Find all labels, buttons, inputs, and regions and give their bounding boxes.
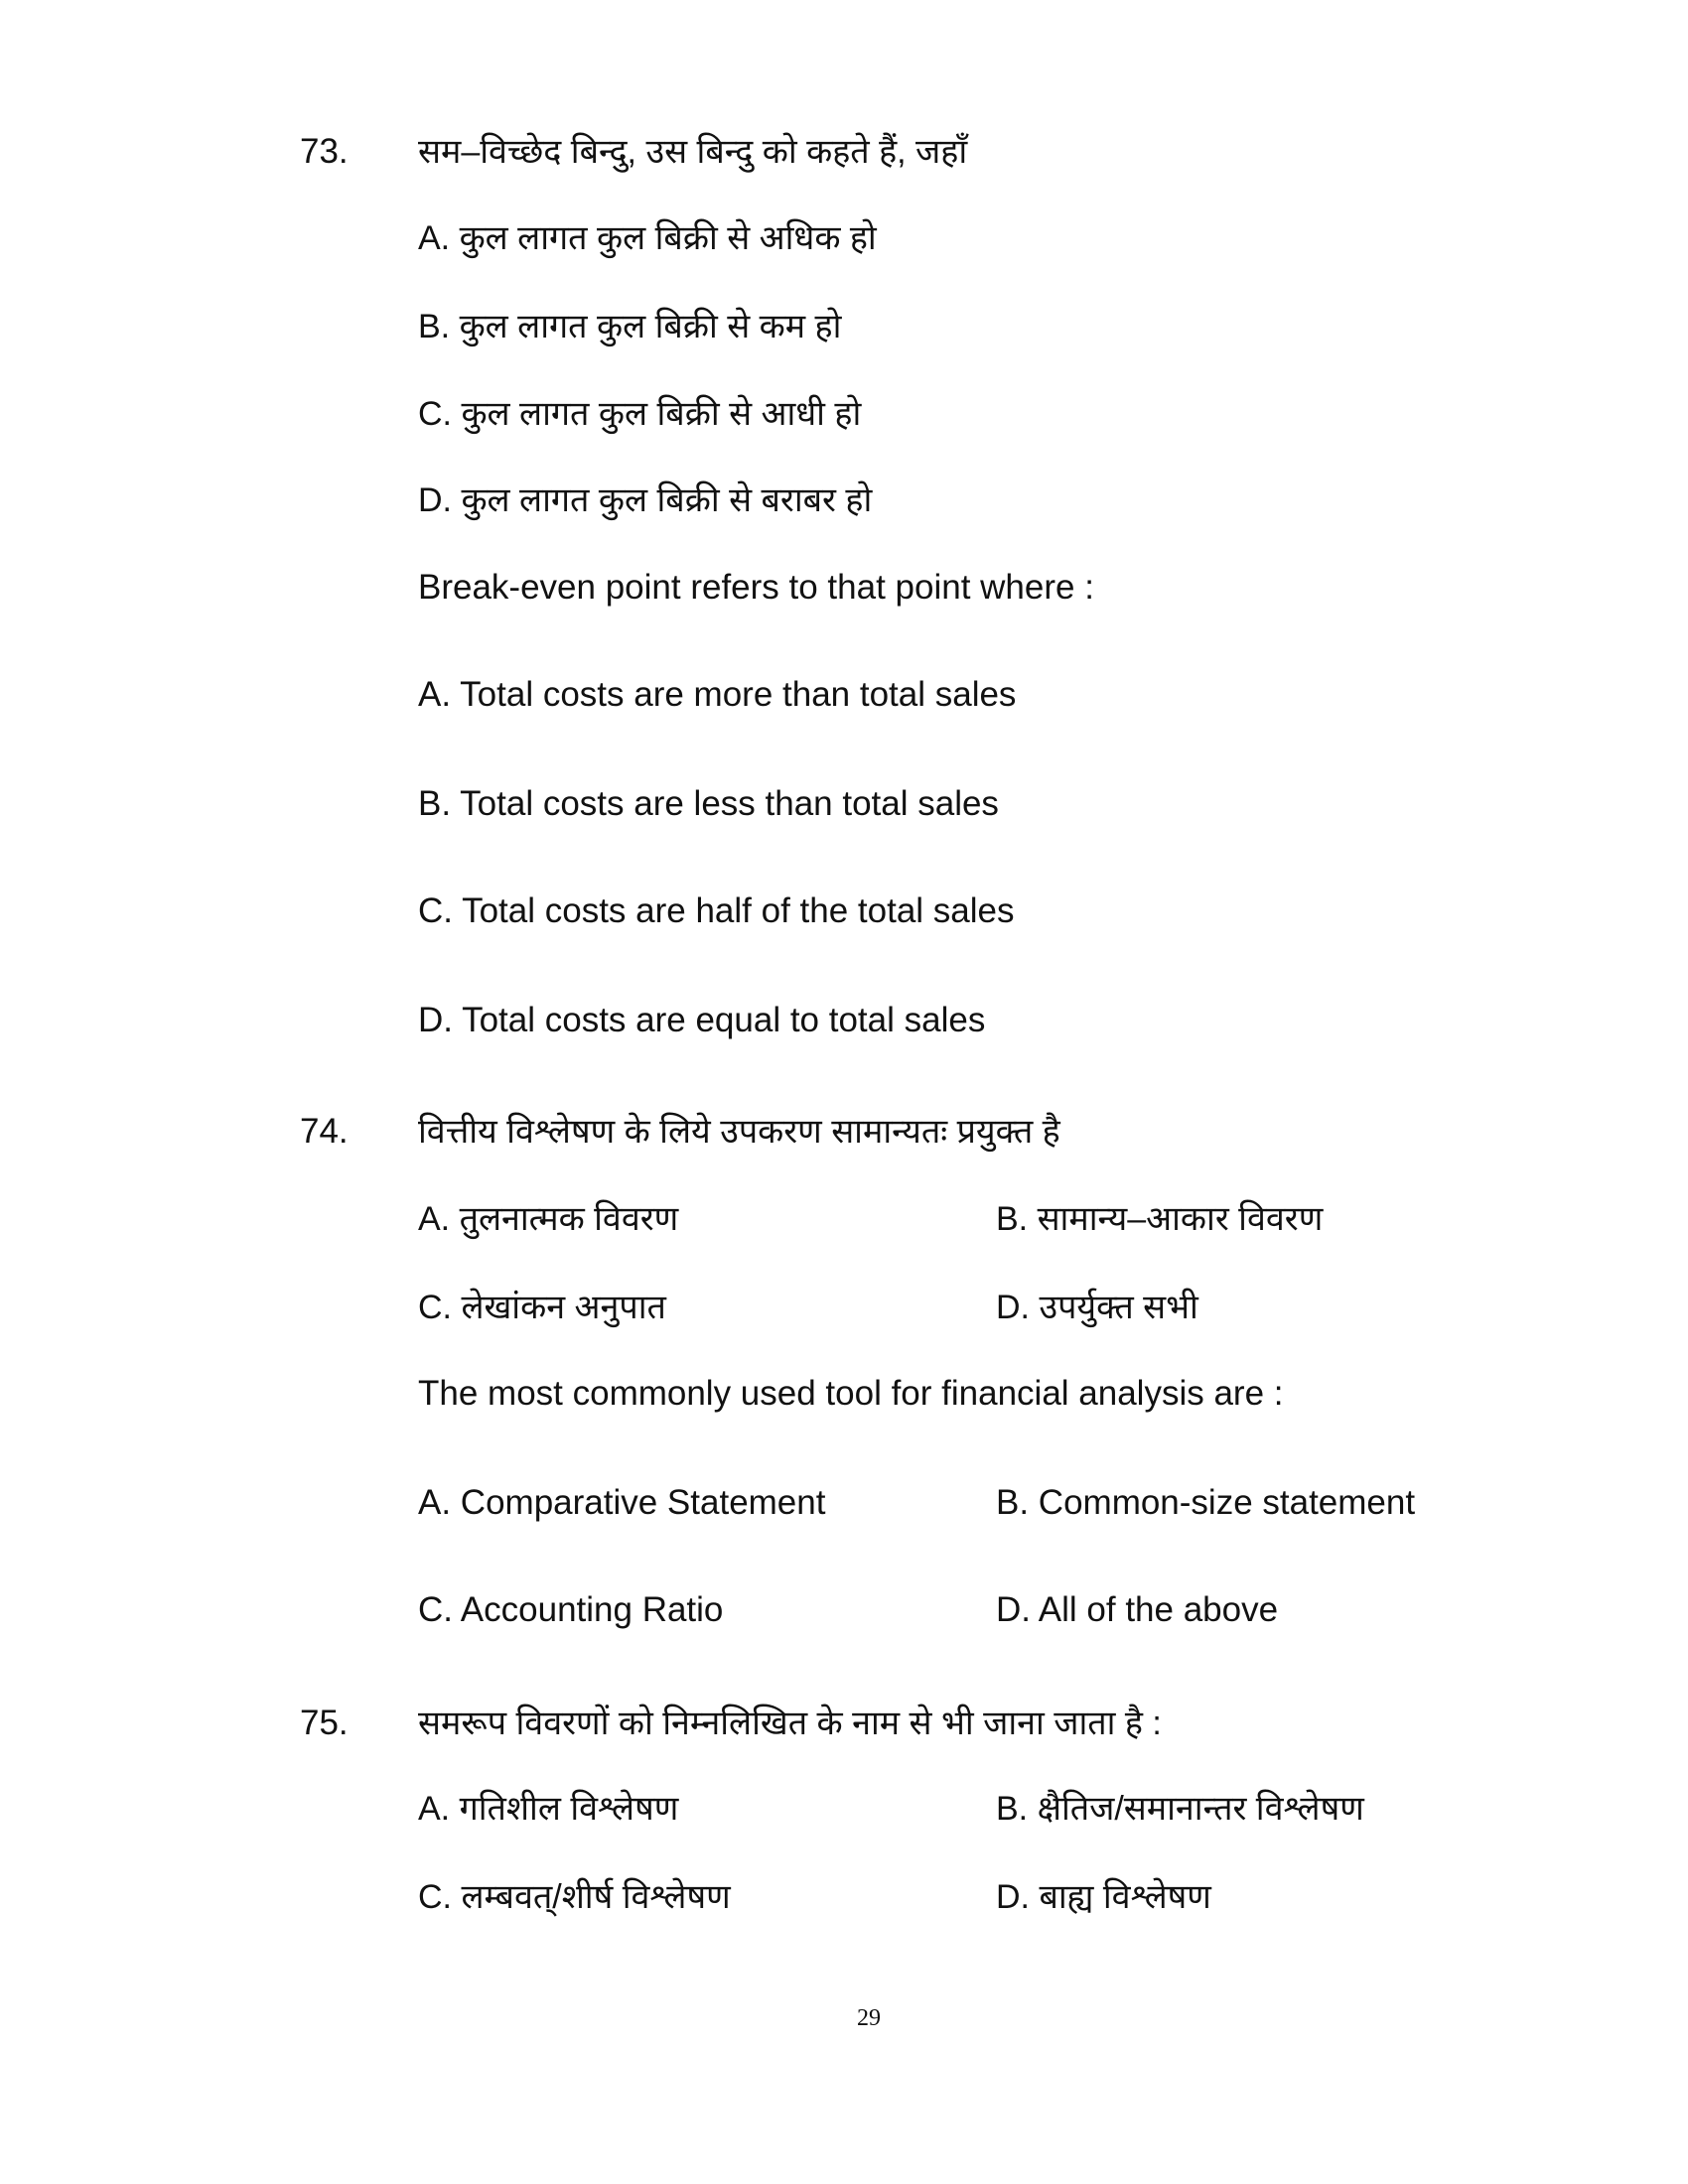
question-number: 73. [300, 132, 349, 171]
option-hindi: D. उपर्युक्त सभी [996, 1289, 1198, 1326]
page-number: 29 [857, 2005, 881, 2031]
option-hindi: A. कुल लागत कुल बिक्री से अधिक हो [418, 219, 877, 257]
question-number: 75. [300, 1704, 349, 1742]
option-english: D. All of the above [996, 1590, 1279, 1629]
option-hindi: B. क्षैतिज/समानान्तर विश्लेषण [996, 1790, 1364, 1828]
option-hindi: D. कुल लागत कुल बिक्री से बराबर हो [418, 481, 873, 519]
option-hindi: A. तुलनात्मक विवरण [418, 1200, 679, 1238]
option-hindi: C. लम्बवत्/शीर्ष विश्लेषण [418, 1878, 731, 1916]
option-english: B. Total costs are less than total sales [418, 784, 999, 823]
option-hindi: C. लेखांकन अनुपात [418, 1289, 666, 1326]
question-text-hindi: सम–विच्छेद बिन्दु, उस बिन्दु को कहते हैं, जहाँ [418, 133, 968, 171]
option-hindi: B. सामान्य–आकार विवरण [996, 1200, 1324, 1238]
option-english: B. Common-size statement [996, 1483, 1416, 1522]
option-hindi: C. कुल लागत कुल बिक्री से आधी हो [418, 395, 862, 433]
option-hindi: D. बाह्य विश्लेषण [996, 1878, 1211, 1916]
question-text-hindi: समरूप विवरणों को निम्नलिखित के नाम से भी जाना जाता है : [418, 1705, 1162, 1742]
option-english: A. Comparative Statement [418, 1483, 826, 1522]
option-english: C. Accounting Ratio [418, 1590, 724, 1629]
option-hindi: B. कुल लागत कुल बिक्री से कम हो [418, 308, 842, 345]
question-number: 74. [300, 1112, 349, 1151]
question-text-hindi: वित्तीय विश्लेषण के लिये उपकरण सामान्यतः प्रयुक्त है [418, 1113, 1060, 1151]
option-hindi: A. गतिशील विश्लेषण [418, 1790, 679, 1828]
question-text-english: Break-even point refers to that point where : [418, 568, 1094, 607]
question-text-english: The most commonly used tool for financial analysis are : [418, 1374, 1284, 1413]
option-english: A. Total costs are more than total sales [418, 675, 1017, 714]
option-english: D. Total costs are equal to total sales [418, 1001, 986, 1039]
option-english: C. Total costs are half of the total sales [418, 891, 1015, 930]
